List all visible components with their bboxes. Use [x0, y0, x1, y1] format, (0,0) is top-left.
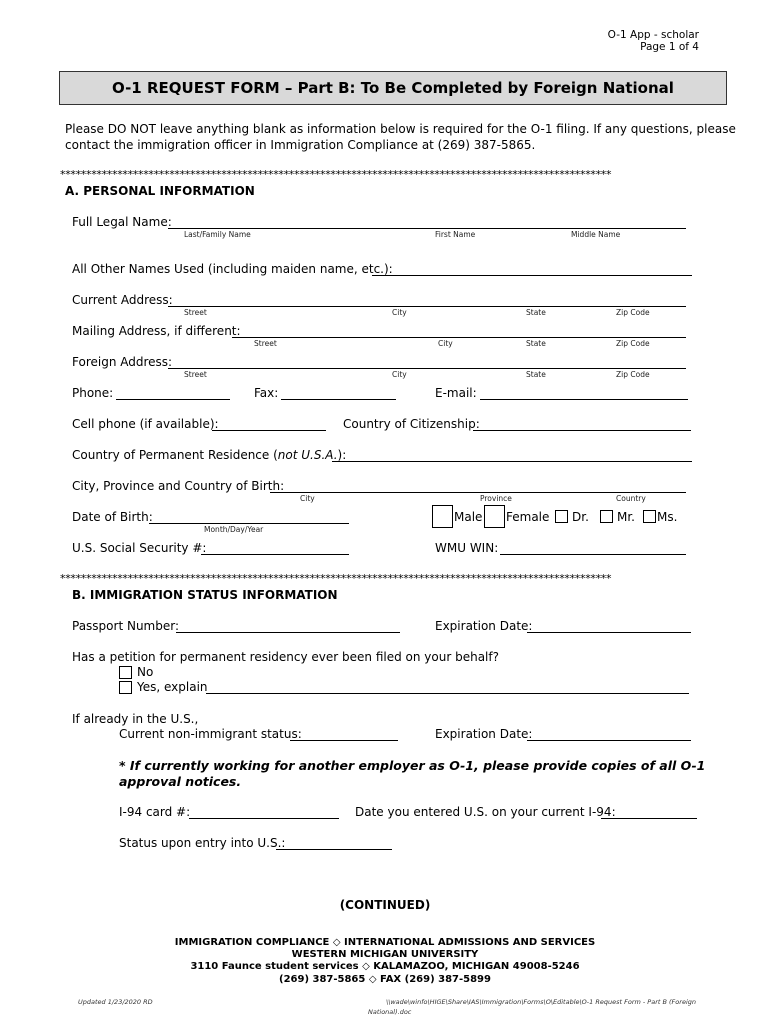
- email-field[interactable]: [480, 399, 688, 400]
- address-sub-street: Street: [184, 308, 207, 317]
- birth-place-field[interactable]: [270, 492, 686, 493]
- address-sub-zip: Zip Code: [616, 308, 650, 317]
- footer-line-1: IMMIGRATION COMPLIANCE ◇ INTERNATIONAL ADMISSIONS AND SERVICES: [174, 937, 596, 948]
- male-checkbox[interactable]: [432, 505, 453, 528]
- ms-label: Ms.: [657, 510, 678, 524]
- file-path-line-2: National).doc: [368, 1008, 412, 1016]
- petition-question: Has a petition for permanent residency ever been filed on your behalf?: [72, 650, 499, 664]
- address-sub-state: State: [526, 308, 546, 317]
- perm-residence-field[interactable]: [332, 461, 692, 462]
- dob-field[interactable]: [149, 523, 349, 524]
- current-status-field[interactable]: [290, 740, 398, 741]
- status-entry-field[interactable]: [276, 849, 392, 850]
- expiration2-field[interactable]: [527, 740, 691, 741]
- phone-label: Phone:: [72, 386, 114, 400]
- perm-residence-label-a: Country of Permanent Residence (: [72, 448, 278, 462]
- file-path-line-1: \\wade\winfo\HIGE\Share\IAS\Immigration\Forms\O\Editable\O-1 Request Form - Part B (Foreign: [385, 998, 696, 1006]
- cell-phone-field[interactable]: [212, 430, 326, 431]
- full-name-field[interactable]: [168, 228, 686, 229]
- expiration-label: Expiration Date:: [435, 619, 533, 633]
- email-label: E-mail:: [435, 386, 477, 400]
- perm-residence-label: [72, 448, 346, 462]
- other-names-field[interactable]: [372, 275, 692, 276]
- foreign-sub-state: State: [526, 370, 546, 379]
- footer-line-3: 3110 Faunce student services ◇ KALAMAZOO, MICHIGAN 49008-5246: [190, 961, 580, 972]
- full-name-label: Full Legal Name:: [72, 215, 172, 229]
- status-entry-label: Status upon entry into U.S.:: [119, 836, 286, 850]
- female-checkbox[interactable]: [484, 505, 505, 528]
- mailing-address-field[interactable]: [232, 337, 686, 338]
- dob-sub: Month/Day/Year: [204, 525, 264, 534]
- petition-no-checkbox[interactable]: [119, 666, 132, 679]
- intro-line-1: Please DO NOT leave anything blank as information below is required for the O-1 filing. If any questions, please: [65, 122, 736, 136]
- foreign-sub-zip: Zip Code: [616, 370, 650, 379]
- mr-label: Mr.: [617, 510, 635, 524]
- full-name-sub-first: First Name: [435, 230, 476, 239]
- address-sub-city: City: [392, 308, 407, 317]
- footer-line-4: (269) 387-5865 ◇ FAX (269) 387-5899: [279, 974, 491, 985]
- date-entered-field[interactable]: [601, 818, 697, 819]
- petition-yes-checkbox[interactable]: [119, 681, 132, 694]
- separator-2: **********************************************************************************************************: [60, 572, 612, 585]
- footer-line-2: WESTERN MICHIGAN UNIVERSITY: [291, 949, 479, 960]
- form-id: O-1 App - scholar: [607, 29, 699, 41]
- petition-explain-field[interactable]: [206, 693, 689, 694]
- passport-label: Passport Number:: [72, 619, 180, 633]
- foreign-sub-street: Street: [184, 370, 207, 379]
- section-a-heading: A. PERSONAL INFORMATION: [65, 184, 255, 198]
- ms-checkbox[interactable]: [643, 510, 656, 523]
- birth-sub-country: Country: [616, 494, 646, 503]
- dr-checkbox[interactable]: [555, 510, 568, 523]
- birth-sub-city: City: [300, 494, 315, 503]
- already-in-us-label: If already in the U.S.,: [72, 712, 199, 726]
- expiration-field[interactable]: [527, 632, 691, 633]
- form-title: O-1 REQUEST FORM – Part B: To Be Completed by Foreign National: [59, 71, 727, 105]
- continued-label: (CONTINUED): [339, 898, 431, 912]
- perm-residence-label-b: not U.S.A.: [277, 448, 338, 462]
- perm-residence-label-c: ):: [337, 448, 347, 462]
- current-address-label: Current Address:: [72, 293, 173, 307]
- win-label: WMU WIN:: [435, 541, 499, 555]
- intro-line-2: contact the immigration officer in Immigration Compliance at (269) 387-5865.: [65, 138, 536, 152]
- dob-label: Date of Birth:: [72, 510, 153, 524]
- female-label: Female: [506, 510, 550, 524]
- full-name-sub-last: Last/Family Name: [184, 230, 251, 239]
- i94-field[interactable]: [189, 818, 339, 819]
- passport-field[interactable]: [176, 632, 400, 633]
- o1-note-line-1: * If currently working for another employer as O-1, please provide copies of all O-1: [119, 758, 706, 773]
- other-names-label: All Other Names Used (including maiden name, etc.):: [72, 262, 393, 276]
- mailing-sub-street: Street: [254, 339, 277, 348]
- fax-field[interactable]: [281, 399, 396, 400]
- date-entered-label: Date you entered U.S. on your current I-94:: [355, 805, 616, 819]
- i94-label: I-94 card #:: [119, 805, 191, 819]
- phone-field[interactable]: [116, 399, 230, 400]
- o1-note-line-2: approval notices.: [119, 774, 242, 789]
- page-number: Page 1 of 4: [640, 41, 699, 53]
- fax-label: Fax:: [254, 386, 279, 400]
- birth-sub-province: Province: [480, 494, 512, 503]
- mailing-address-label: Mailing Address, if different:: [72, 324, 241, 338]
- expiration2-label: Expiration Date:: [435, 727, 533, 741]
- ssn-field[interactable]: [201, 554, 349, 555]
- full-name-sub-middle: Middle Name: [571, 230, 621, 239]
- separator: **********************************************************************************************************: [60, 168, 612, 181]
- petition-no-label: No: [137, 665, 154, 679]
- ssn-label: U.S. Social Security #:: [72, 541, 207, 555]
- foreign-address-label: Foreign Address:: [72, 355, 173, 369]
- citizenship-label: Country of Citizenship:: [343, 417, 480, 431]
- mailing-sub-state: State: [526, 339, 546, 348]
- section-b-heading: B. IMMIGRATION STATUS INFORMATION: [72, 588, 338, 602]
- petition-yes-label: Yes, explain: [137, 680, 208, 694]
- dr-label: Dr.: [572, 510, 589, 524]
- citizenship-field[interactable]: [473, 430, 691, 431]
- win-field[interactable]: [500, 554, 686, 555]
- mailing-sub-zip: Zip Code: [616, 339, 650, 348]
- current-address-field[interactable]: [168, 306, 686, 307]
- current-status-label: Current non-immigrant status:: [119, 727, 302, 741]
- birth-place-label: City, Province and Country of Birth:: [72, 479, 285, 493]
- mailing-sub-city: City: [438, 339, 453, 348]
- page-header: [608, 29, 699, 53]
- foreign-address-field[interactable]: [168, 368, 686, 369]
- updated-note: Updated 1/23/2020 RD: [78, 998, 153, 1006]
- cell-phone-label: Cell phone (if available):: [72, 417, 219, 431]
- male-label: Male: [454, 510, 483, 524]
- mr-checkbox[interactable]: [600, 510, 613, 523]
- foreign-sub-city: City: [392, 370, 407, 379]
